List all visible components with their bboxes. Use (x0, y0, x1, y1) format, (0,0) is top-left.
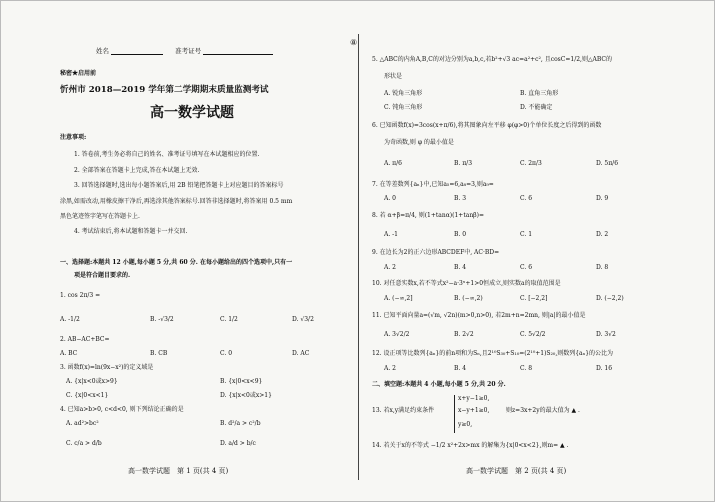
question-stem-cont: 形状是 (384, 73, 403, 80)
option: B. 0 (454, 231, 467, 238)
name-field-row (96, 48, 273, 55)
option: C. c/a > d/b (66, 440, 102, 447)
note-line: 1. 答卷前,考生务必将自己的姓名、准考证号填写在本试题相应的位置. (74, 151, 260, 158)
question-stem-cont: 为奇函数,则 φ 的最小值是 (384, 139, 454, 146)
name-label: 姓名 (96, 47, 109, 55)
option: D. 8 (596, 264, 609, 271)
option: C. 5√2/2 (520, 331, 546, 338)
option: A. 3√2/2 (384, 331, 410, 338)
option: C. [−2,2] (520, 295, 548, 302)
q14-stem: 14. 若关于x的不等式 −1/2 x²+2x>mx 的解集为{x|0<x<2},则m= ▲ . (372, 442, 569, 449)
question-stem: 3. 函数f(x)=ln(9x−x²)的定义域是 (60, 364, 154, 371)
question-stem: 4. 已知a>b>0, c<d<0, 则下列结论正确的是 (60, 406, 184, 413)
option: D. 16 (596, 365, 613, 372)
option: D. 3√2 (596, 331, 616, 338)
option: D. √3/2 (292, 316, 314, 323)
question-stem: 11. 已知平面向量a=(√m, √2n)(m>0,n>0), 若2m+n=2mn, 则|a|的最小值是 (372, 312, 586, 319)
option: D. 2 (596, 231, 609, 238)
option: C. 8 (520, 365, 533, 372)
option: D. 不能确定 (520, 104, 553, 111)
ticket-label: 准考证号 (175, 47, 202, 55)
note-line: 3. 回答选择题时,选出每小题答案后,用 2B 铅笔把答题卡上对应题目的答案标号 (74, 182, 284, 189)
question-stem: 12. 设正项等比数列{aₙ}的前n项和为Sₙ,且2¹⁰S₃₀+S₁₀=(2¹⁰+1)S₂₀,则数列{aₙ}的公比为 (372, 350, 614, 357)
constraint: x+y−1≥0, (458, 395, 490, 402)
constraint: x−y+1≥0, (458, 407, 490, 414)
q13-stem: 13. 若x,y满足约束条件 (372, 407, 435, 414)
question-stem: 1. cos 2π/3 = (60, 292, 101, 299)
option: D. (−2,2) (596, 295, 624, 302)
question-stem: 7. 在等差数列{aₙ}中,已知a₅=6,a₈=3,则a₉= (372, 181, 494, 188)
ticket-underline (203, 48, 273, 55)
note-line: 涂黑,如需改动,用橡皮擦干净后,再选涂其他答案标号.回答非选择题时,将答案用 0.5 mm (60, 198, 293, 205)
option: A. π/6 (384, 160, 402, 167)
name-underline (111, 48, 163, 55)
option: D. 9 (596, 195, 609, 202)
option: A. BC (60, 350, 78, 357)
question-stem: 2. AB−AC+BC= (60, 336, 110, 343)
option: D. AC (292, 350, 310, 357)
option: A. 锐角三角形 (384, 90, 423, 97)
option: B. (−∞,2) (454, 295, 483, 302)
option: C. {x|0<x<1} (66, 392, 109, 399)
exam-title: 忻州市 2018—2019 学年第二学期期末质量监测考试 (60, 85, 269, 95)
question-stem: 9. 在边长为2的正六边形ABCDEF中, AC·BD= (372, 249, 500, 256)
option: A. 2 (384, 365, 396, 372)
option: A. -1 (384, 231, 398, 238)
section1-heading: 一、选择题:本题共 12 小题,每小题 5 分,共 60 分. 在每小题给出的四个选项中,只有一 (60, 259, 293, 266)
constraint: y≥0, (458, 421, 473, 428)
option: D. {x|x<0或x>1} (220, 392, 272, 399)
option: A. {x|x<0或x>9} (66, 378, 118, 385)
option: C. 钝角三角形 (384, 104, 423, 111)
question-stem: 10. 对任意实数x,若不等式x²−a·3ˣ+1>0恒成立,则实数a的取值范围是 (372, 280, 561, 287)
option: B. {x|0<x<9} (220, 378, 263, 385)
circle-mark: ⑧ (350, 38, 358, 47)
section1-heading-cont: 项是符合题目要求的. (74, 272, 131, 279)
option: B. CB (150, 350, 168, 357)
option: D. 5π/6 (596, 160, 619, 167)
section2-heading: 二、填空题:本题共 4 小题,每小题 5 分,共 20 分. (372, 381, 506, 388)
option: C. 2π/3 (520, 160, 542, 167)
option: A. ad²>bc² (66, 420, 99, 427)
option: C. 0 (220, 350, 233, 357)
option: C. 1/2 (220, 316, 238, 323)
option: A. (−∞,2] (384, 295, 413, 302)
option: A. -1/2 (60, 316, 80, 323)
option: A. 2 (384, 264, 396, 271)
option: B. 直角三角形 (520, 90, 559, 97)
option: C. 1 (520, 231, 533, 238)
option: B. d²/a > c²/b (220, 420, 261, 427)
question-stem: 5. △ABC的内角A,B,C的对边分别为a,b,c,若b²+√3 ac=a²+c², 且cosC=1/2,则△ABC的 (372, 56, 613, 63)
note-line: 黑色笔迹签字笔写在答题卡上. (60, 213, 140, 220)
option: B. 3 (454, 195, 467, 202)
secret-label: 秘密★启用前 (60, 70, 97, 77)
option: C. 6 (520, 264, 533, 271)
right-page (360, 0, 715, 502)
footer-right: 高一数学试题 第 2 页(共 4 页) (466, 467, 567, 475)
question-stem: 8. 若 α+β=π/4, 则(1+tanα)(1+tanβ)= (372, 212, 485, 219)
option: B. 4 (454, 264, 467, 271)
footer-left: 高一数学试题 第 1 页(共 4 页) (128, 467, 229, 475)
option: D. a/d > b/c (220, 440, 256, 447)
question-stem: 6. 已知函数f(x)=3cos(x+π/6),将其图象向左平移 φ(φ>0)个单位长度之后得到的函数 (372, 122, 602, 129)
option: C. 6 (520, 195, 533, 202)
option: B. 4 (454, 365, 467, 372)
brace (454, 395, 455, 433)
option: B. -√3/2 (150, 316, 174, 323)
option: B. 2√2 (454, 331, 474, 338)
note-line: 2. 全部答案在答题卡上完成,答在本试题上无效. (74, 167, 200, 174)
notes-heading: 注意事项: (60, 134, 87, 141)
note-line: 4. 考试结束后,将本试题和答题卡一并交回. (74, 228, 188, 235)
option: B. π/3 (454, 160, 473, 167)
option: A. 0 (384, 195, 396, 202)
q13-tail: 则z=3x+2y的最大值为 ▲ . (506, 407, 580, 414)
subject-title: 高一数学试题 (150, 105, 234, 121)
